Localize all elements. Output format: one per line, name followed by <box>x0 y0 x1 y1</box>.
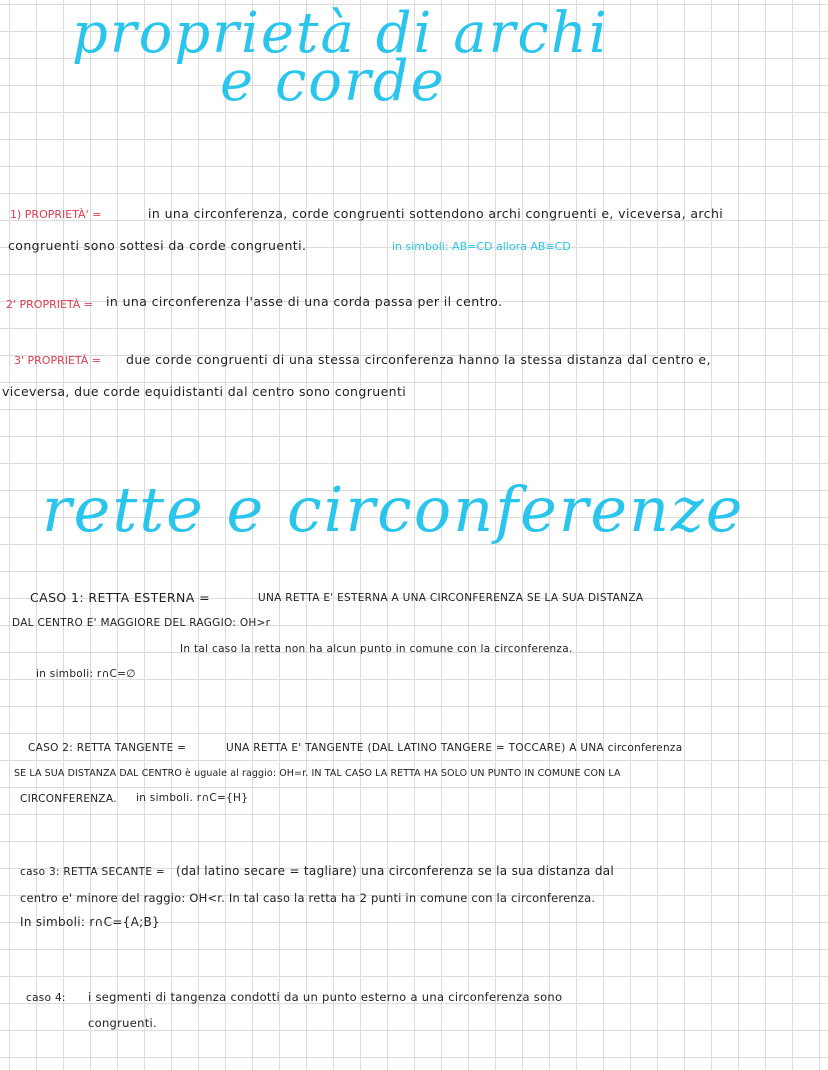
case-2-line1: UNA RETTA E' TANGENTE (DAL LATINO TANGERE = TOCCARE) A UNA circonferenza <box>226 742 683 754</box>
property-1-line1: in una circonferenza, corde congruenti sottendono archi congruenti e, viceversa, archi <box>148 206 724 221</box>
case-2-symbols: in simboli. r∩C={H} <box>136 792 249 804</box>
case-1-line3: In tal caso la retta non ha alcun punto in comune con la circonferenza. <box>180 643 573 655</box>
case-2-line3: CIRCONFERENZA. <box>20 793 117 805</box>
case-1-symbols: in simboli: r∩C=∅ <box>36 668 136 680</box>
case-3-line2: centro e' minore del raggio: OH<r. In tal caso la retta ha 2 punti in comune con la circonferenza. <box>20 891 596 905</box>
case-1-label: CASO 1: RETTA ESTERNA = <box>30 590 210 605</box>
title-rette-circonferenze: rette e circonferenze <box>42 473 745 546</box>
title-archi-corde-line2: e corde <box>220 49 446 114</box>
property-1-label: 1) PROPRIETÀ' = <box>10 208 102 221</box>
property-1-line2: congruenti sono sottesi da corde congruenti. <box>8 238 307 253</box>
case-3-line1: (dal latino secare = tagliare) una circonferenza se la sua distanza dal <box>176 864 615 878</box>
case-4-label: caso 4: <box>26 992 66 1004</box>
case-2-label: CASO 2: RETTA TANGENTE = <box>28 742 187 754</box>
property-3-line1: due corde congruenti di una stessa circonferenza hanno la stessa distanza dal centro e, <box>126 352 711 367</box>
case-3-label: caso 3: RETTA SECANTE = <box>20 866 166 878</box>
property-3-label: 3' PROPRIETÀ = <box>14 354 102 367</box>
property-2-line1: in una circonferenza l'asse di una corda passa per il centro. <box>106 294 503 309</box>
property-3-line2: viceversa, due corde equidistanti dal centro sono congruenti <box>2 384 407 399</box>
case-4-line1: i segmenti di tangenza condotti da un punto esterno a una circonferenza sono <box>88 990 563 1004</box>
case-4-line2: congruenti. <box>88 1016 157 1030</box>
case-2-line2: SE LA SUA DISTANZA DAL CENTRO è uguale al raggio: OH=r. IN TAL CASO LA RETTA HA SOLO UN PUNTO IN COMUNE CON LA <box>14 768 621 779</box>
title-archi-corde-line1: proprietà di archi <box>72 1 609 66</box>
case-1-line1: UNA RETTA E' ESTERNA A UNA CIRCONFERENZA SE LA SUA DISTANZA <box>258 592 644 604</box>
case-1-line2: DAL CENTRO E' MAGGIORE DEL RAGGIO: OH>r <box>12 617 271 629</box>
property-1-symbols: in simboli: AB=CD allora AB≅CD <box>392 240 571 253</box>
property-2-label: 2' PROPRIETÀ = <box>6 298 94 311</box>
case-3-symbols: In simboli: r∩C={A;B} <box>20 915 160 929</box>
